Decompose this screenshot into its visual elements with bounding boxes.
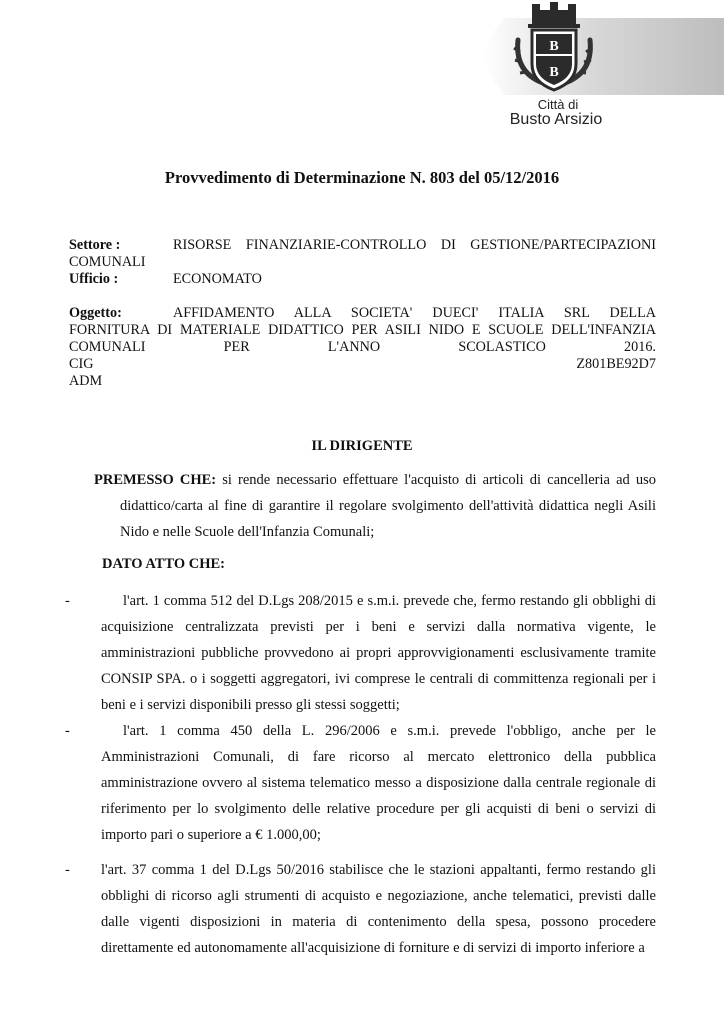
oggetto-block bbox=[69, 305, 656, 390]
oggetto-word: SCOLASTICO bbox=[458, 339, 546, 355]
oggetto-line-1: AFFIDAMENTO ALLA SOCIETA' DUECI' ITALIA SRL DELLA bbox=[173, 305, 656, 321]
logo-city-name: Busto Arsizio bbox=[509, 111, 603, 128]
bullet-item-1: l'art. 1 comma 512 del D.Lgs 208/2015 e s.m.i. prevede che, fermo restando gli obblighi di acquisizione centralizzata previsti per i beni e servizi dalla normativa vigente, le amministrazioni pubbliche provvedono ai propri approvvigionamenti esclusivamente tramite CONSIP SPA. o i soggetti aggregatori, ivi comprese le centrali di committenza regionali per i beni e i servizi disponibili presso gli stessi soggetti; bbox=[101, 593, 656, 713]
document-title: Provvedimento di Determinazione N. 803 del 05/12/2016 bbox=[164, 168, 560, 187]
settore-label: Settore : bbox=[69, 237, 121, 253]
oggetto-line-2: FORNITURA DI MATERIALE DIDATTICO PER ASILI NIDO E SCUOLE DELL'INFANZIA bbox=[69, 322, 656, 338]
bullet-dash: - bbox=[65, 862, 70, 878]
bullet-dash: - bbox=[65, 723, 70, 739]
settore-block bbox=[69, 237, 656, 288]
oggetto-label: Oggetto: bbox=[69, 305, 122, 321]
settore-value-continued: COMUNALI bbox=[69, 254, 146, 270]
oggetto-line-5: ADM bbox=[69, 373, 103, 389]
dato-atto-heading: DATO ATTO CHE: bbox=[102, 556, 226, 572]
bullet-dash: - bbox=[65, 593, 70, 609]
oggetto-line-4 bbox=[69, 356, 656, 373]
busto-arsizio-coat-of-arms-icon bbox=[462, 0, 724, 95]
ufficio-value: ECONOMATO bbox=[173, 271, 262, 287]
premesso-text: si rende necessario effettuare l'acquisto di articoli di cancelleria ad uso didattico/carta al fine di garantire il regolare svolgimento dell'attività didattica negli Asili Nido e nelle Scuole dell'Infanzia Comunali; bbox=[120, 472, 656, 540]
cig-value: Z801BE92D7 bbox=[576, 356, 656, 372]
settore-value: RISORSE FINANZIARIE-CONTROLLO DI GESTIONE/PARTECIPAZIONI bbox=[173, 237, 656, 253]
city-logo bbox=[462, 0, 724, 135]
oggetto-word: PER bbox=[223, 339, 250, 355]
oggetto-word: 2016. bbox=[624, 339, 656, 355]
shield-letter-bottom: B bbox=[549, 65, 559, 80]
oggetto-line-3 bbox=[69, 339, 656, 356]
oggetto-word: L'ANNO bbox=[327, 339, 381, 355]
oggetto-word: COMUNALI bbox=[69, 339, 146, 355]
cig-label: CIG bbox=[69, 356, 94, 372]
logo-city-prefix: Città di bbox=[537, 97, 579, 112]
ufficio-label: Ufficio : bbox=[69, 271, 119, 287]
bullet-item-3: l'art. 37 comma 1 del D.Lgs 50/2016 stabilisce che le stazioni appaltanti, fermo restando gli obblighi di ricorso agli strumenti di acquisto e negoziazione, anche telematici, previsti dalle dalle vigenti disposizioni in materia di contenimento della spesa, possono procedere direttamente ed autonomamente all'acquisizione di forniture e di servizi di importo inferiore a bbox=[101, 862, 656, 956]
premesso-label: PREMESSO CHE: bbox=[94, 472, 217, 488]
premesso-paragraph bbox=[94, 467, 656, 545]
shield-letter-top: B bbox=[549, 39, 559, 54]
bullet-item-2: l'art. 1 comma 450 della L. 296/2006 e s.m.i. prevede l'obbligo, anche per le Amministrazioni Comunali, di fare ricorso al mercato elettronico della pubblica amministrazione ovvero al sistema telematico messo a disposizione dalla centrale regionale di riferimento per lo svolgimento delle relative procedure per gli acquisti di beni o servizi di importo pari o superiore a € 1.000,00; bbox=[101, 723, 656, 843]
section-heading: IL DIRIGENTE bbox=[311, 438, 413, 454]
